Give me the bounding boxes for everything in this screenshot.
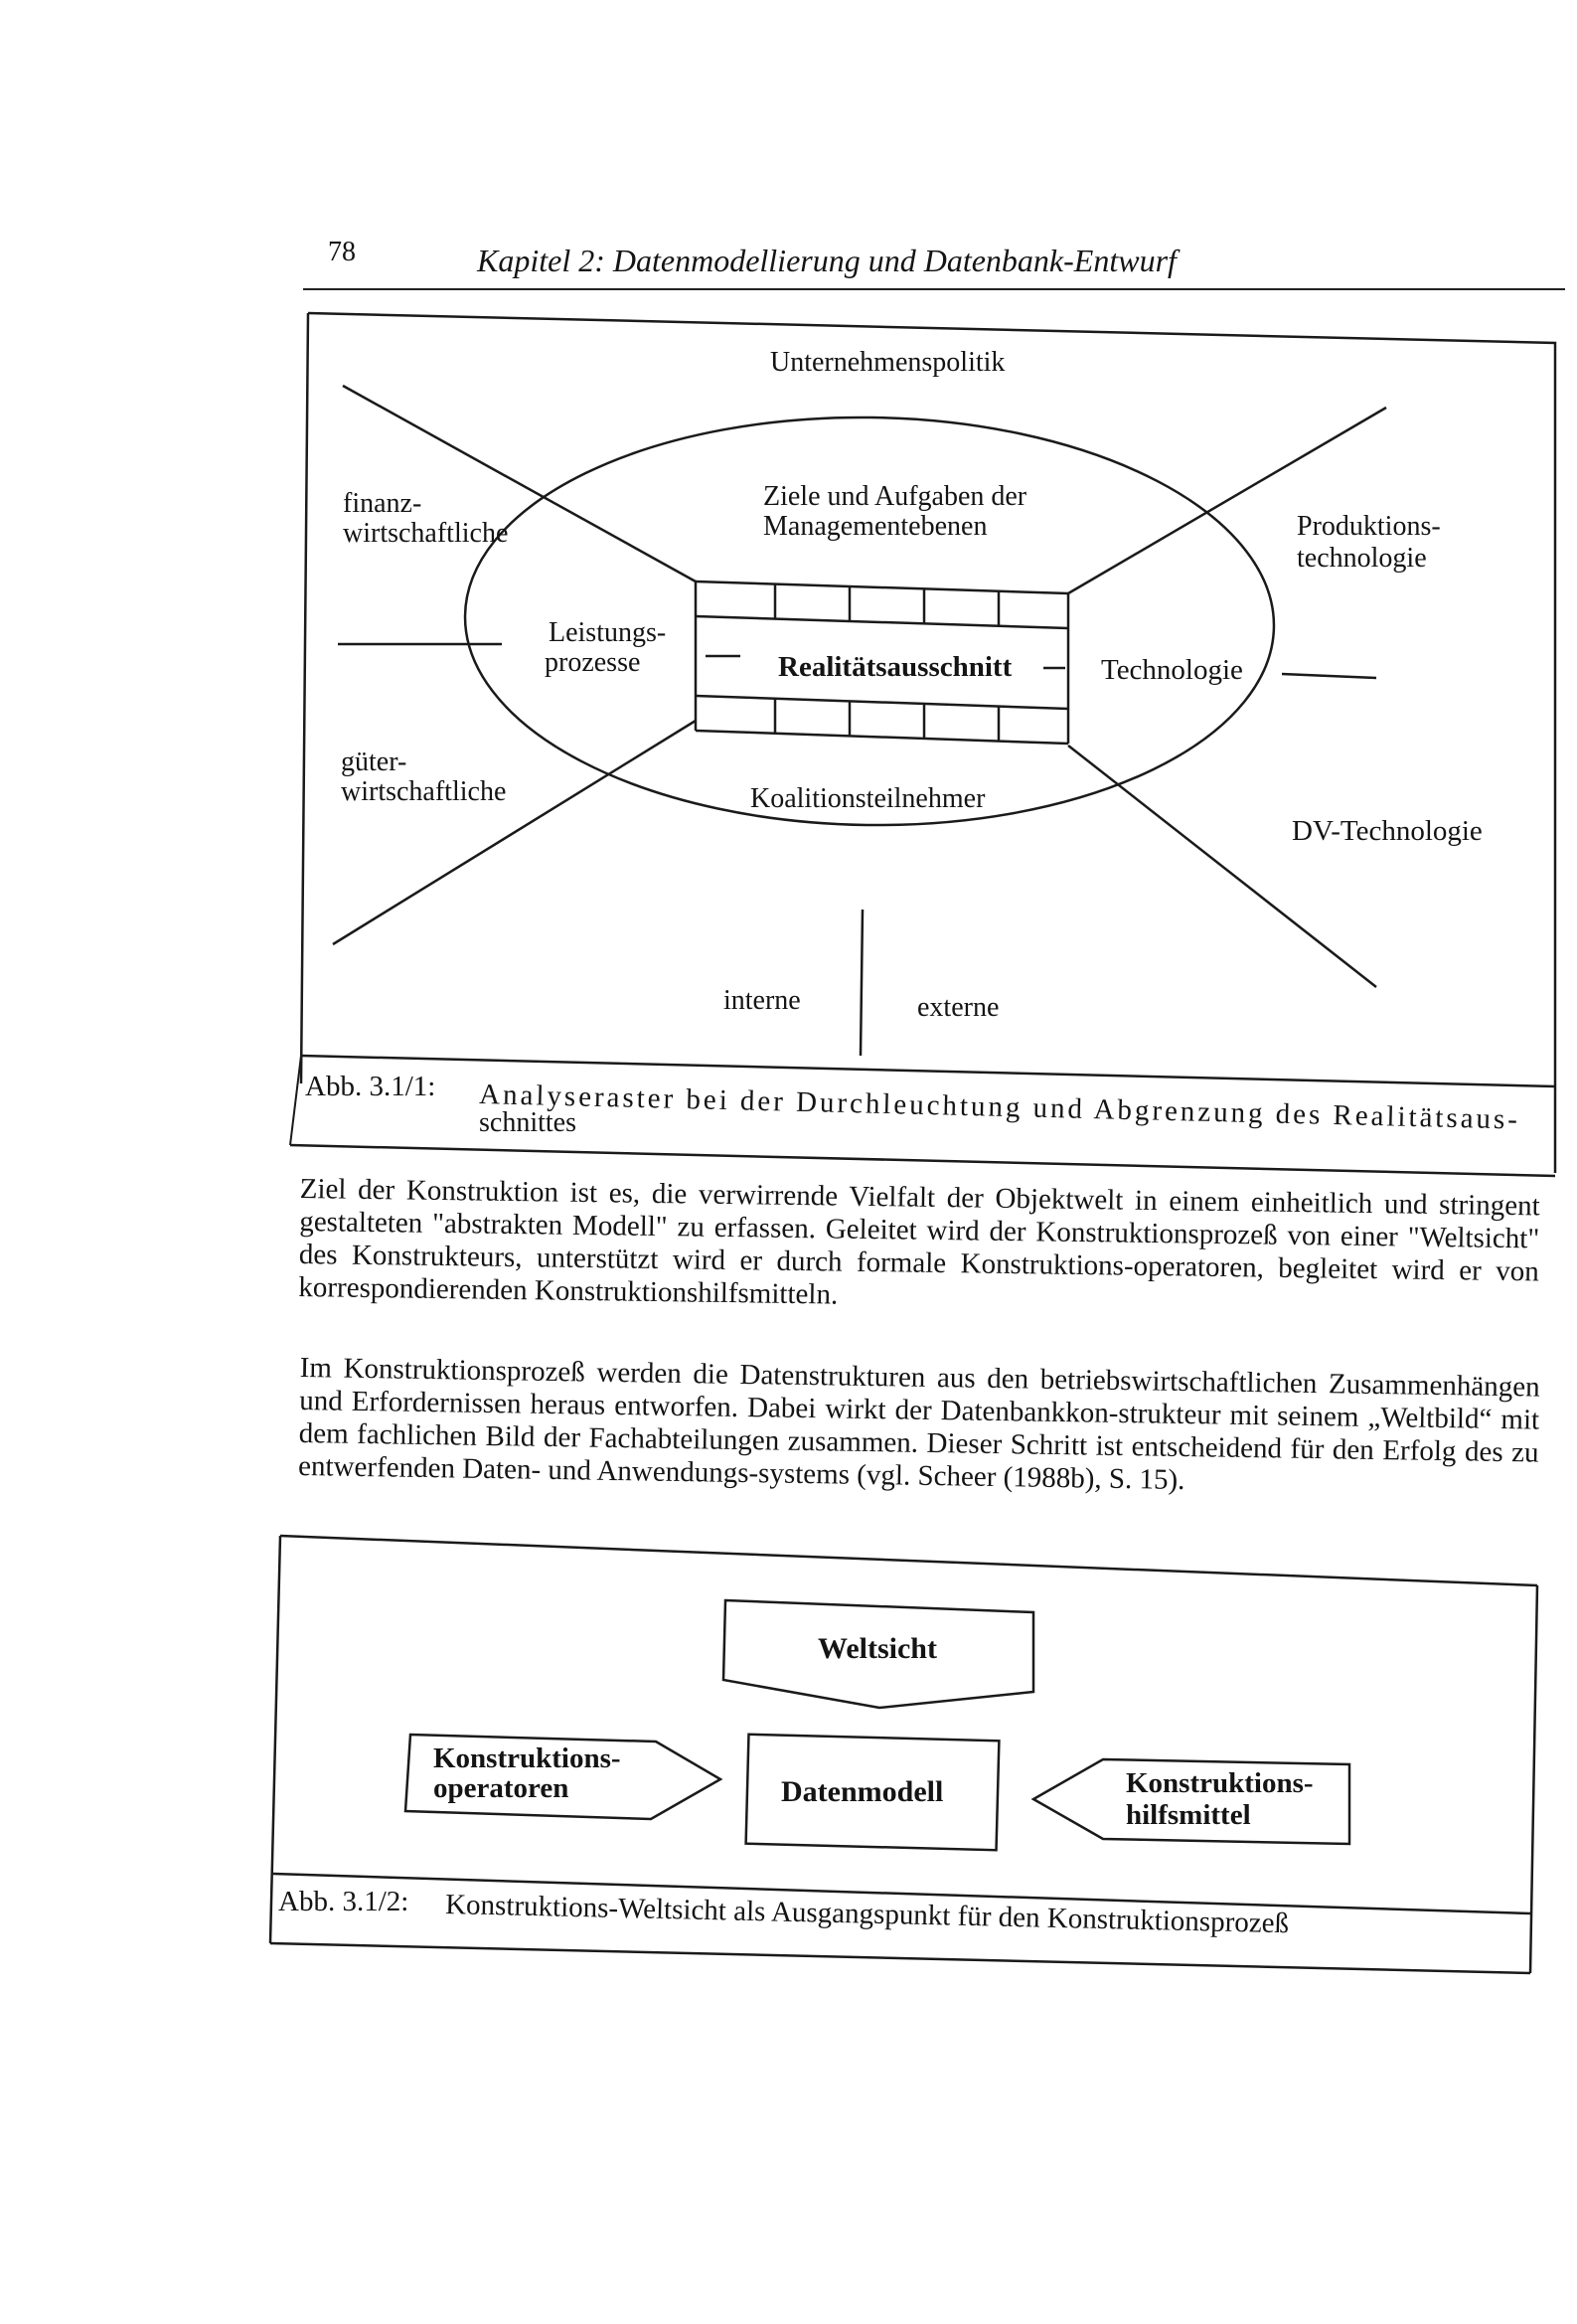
label-leistungs-line2: prozesse [545,647,641,678]
label-externe: externe [917,992,1000,1023]
figure-1 [290,313,1555,1176]
figure-1-frame [308,313,1555,1173]
label-technologie: Technologie [1101,654,1243,686]
figure-2 [270,1536,1537,1973]
page-number: 78 [328,237,356,267]
body-paragraph-1: Ziel der Konstruktion ist es, die verwirrende Vielfalt der Objektwelt in einem einheitlich und stringent gestalteten "abstrakten Modell" zu erfassen. Geleitet wird der Konstruktionsprozeß von einer "Weltsicht" des Konstrukteurs, unterstützt wird er durch formale Konstruktions-operatoren, begleitet wird er von korrespondierenden Konstruktionshilfsmitteln. [298,1173,1540,1311]
body-paragraph-2: Im Konstruktionsprozeß werden die Datenstrukturen aus den betriebswirtschaftlichen Zusammenhängen und Erfordernissen heraus entworfen. Dabei wirkt der Datenbankkon-strukteur mit seinem „Weltbild“ mit dem fachlichen Bild der Fachabteilungen zusammen. Dieser Schritt ist entscheidend für den Erfolg des zu entwerfenden Daten- und Anwendungs-systems (vgl. Scheer (1988b), S. 15). [297,1352,1540,1497]
label-ziele-line1: Ziele und Aufgaben der [763,481,1027,512]
label-hilfsmittel-line2: hilfsmittel [1126,1799,1251,1831]
label-unternehmenspolitik: Unternehmenspolitik [770,347,1006,378]
ray-top-left [343,386,696,581]
ray-right [1282,674,1376,678]
label-leistungs-line1: Leistungs- [549,617,667,648]
figure-1-frame-left [301,313,308,1083]
figure-1-bottom-rule [290,1145,1555,1176]
label-produktions-line2: technologie [1297,543,1427,574]
ray-bottom-right [1068,746,1376,987]
figure-2-left-rule [270,1536,280,1943]
divider-interne-externe [861,910,863,1056]
figure-1-caption-left [290,1056,301,1145]
label-datenmodell: Datenmodell [781,1775,944,1808]
label-finanz-line2: wirtschaftliche [343,518,509,549]
label-koalitionsteilnehmer: Koalitionsteilnehmer [750,783,986,814]
figure-1-caption-line2: schnittes [479,1107,576,1138]
figure-2-caption-label: Abb. 3.1/2: [278,1886,409,1917]
chapter-title: Kapitel 2: Datenmodellierung und Datenbank-Entwurf [477,243,1177,278]
label-finanz-line1: finanz- [343,488,422,519]
label-produktions-line1: Produktions- [1297,511,1441,542]
label-dv-technologie: DV-Technologie [1292,815,1483,847]
label-ziele-line2: Managementebenen [763,511,988,542]
figure-1-caption-line1: Analyseraster bei der Durchleuchtung und Abgrenzung des Realitätsaus- [478,1079,1518,1136]
figure-2-right-rule [1530,1585,1537,1973]
label-interne: interne [723,985,801,1016]
label-gueter-line2: wirtschaftliche [341,776,507,807]
figure-2-bottom-rule [270,1943,1530,1973]
figure-1-caption-label: Abb. 3.1/1: [305,1071,436,1102]
figure-2-top-rule [280,1536,1537,1585]
label-weltsicht: Weltsicht [818,1632,937,1665]
label-operatoren-line2: operatoren [433,1772,569,1804]
label-operatoren-line1: Konstruktions- [433,1743,621,1774]
label-gueter-line1: güter- [341,747,407,777]
label-hilfsmittel-line1: Konstruktions- [1126,1767,1314,1799]
label-realitaetsausschnitt: Realitätsausschnitt [778,651,1013,683]
figure-2-caption-text: Konstruktions-Weltsicht als Ausgangspunkt für den Konstruktionsprozeß [444,1889,1290,1940]
